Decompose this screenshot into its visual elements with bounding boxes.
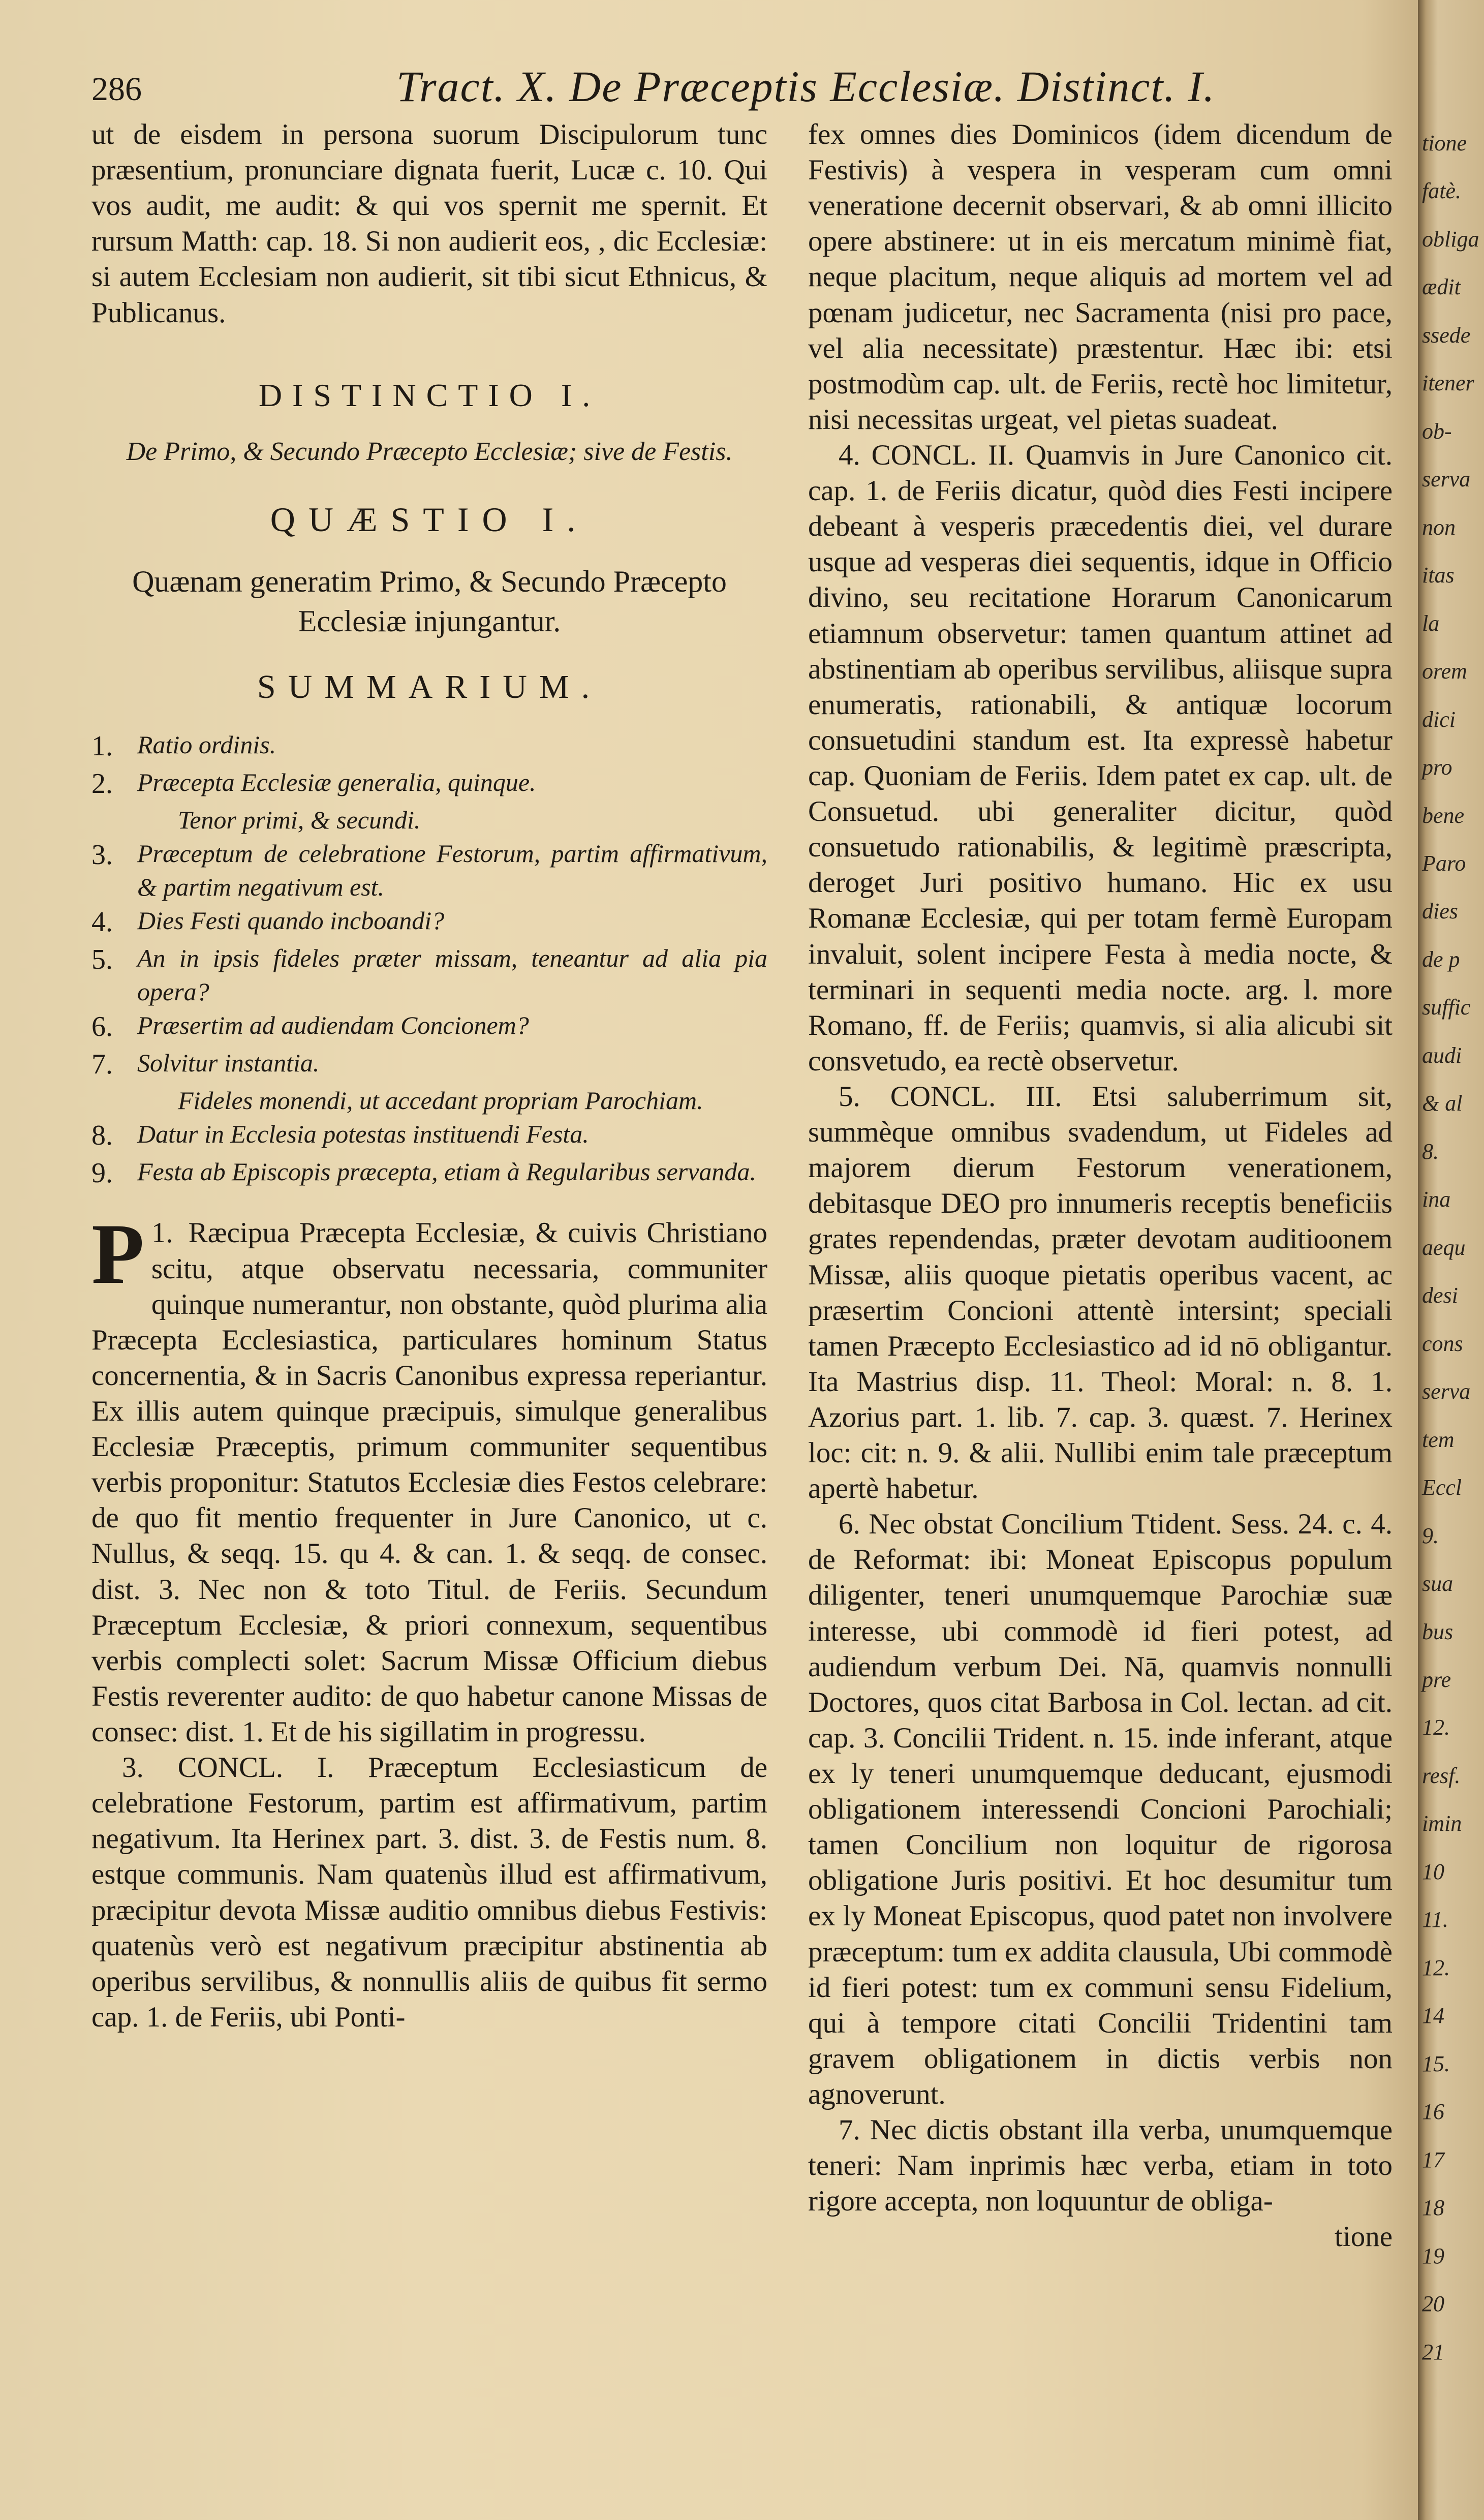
edge-text-fragment: 17 bbox=[1422, 2147, 1444, 2172]
edge-text-fragment: desi bbox=[1422, 1283, 1458, 1308]
paragraph-7: 7. Nec dictis obstant illa verba, unumquemque teneri: Nam inprimis hæc verba, etiam in toto rigore accepta, non loquuntur de obliga- bbox=[808, 2114, 1393, 2218]
edge-text-fragment: 15. bbox=[1422, 2051, 1450, 2076]
edge-text-fragment: la bbox=[1422, 611, 1440, 636]
summary-item: Tenor primi, & secundi. bbox=[178, 805, 421, 834]
edge-text-fragment: fatè. bbox=[1422, 178, 1461, 203]
paragraph-1 bbox=[91, 1206, 767, 1750]
edge-text-fragment: audi bbox=[1422, 1043, 1462, 1068]
paragraph-3: 3. CONCL. I. Præceptum Ecclesiasticum de celebratione Festorum, partim est affirmativum, partim negativum. Ita Herinex part. 3. dist. 3. de Festis num. 8. estque communis. Nam quatenùs illud est affirmativum, præcipitur devota Missæ auditio omnibus diebus Festivis: quatenùs verò est negativum præcipitur abstinentia ab operibus servilibus, & nonnullis aliis de quibus fit sermo cap. 1. de Feriis, ubi Ponti- bbox=[91, 1751, 767, 2033]
continuation-paragraph: fex omnes dies Dominicos (idem dicendum de Festivis) à vespera in vesperam cum omni veneratione decernit observari, & ab omni illicito opere abstinere: ut in eis mercatum minimè fiat, neque placitum, neque aliquis ad mortem vel ad pœnam judicetur, nec Sacramenta (nisi pro pace, vel alia necessitate) præstentur. Hæc ibi: etsi postmodùm cap. ult. de Feriis, rectè hoc limitetur, nisi necessitas urgeat, vel pietas suadeat. bbox=[808, 118, 1393, 436]
page-header bbox=[91, 61, 1398, 117]
edge-text-fragment: 20 bbox=[1422, 2291, 1444, 2316]
edge-text-fragment: ob- bbox=[1422, 419, 1452, 444]
summary-item: 7. Solvitur instantia. bbox=[91, 1048, 320, 1080]
edge-text-fragment: pro bbox=[1422, 755, 1452, 780]
edge-text-fragment: bene bbox=[1422, 803, 1465, 828]
summary-item: 9. Festa ab Episcopis præcepta, etiam à Regularibus servanda. bbox=[91, 1157, 756, 1189]
edge-text-fragment: 16 bbox=[1422, 2099, 1444, 2124]
edge-text-fragment: resf. bbox=[1422, 1763, 1461, 1788]
edge-text-fragment: non bbox=[1422, 515, 1456, 540]
edge-text-fragment: ædit bbox=[1422, 274, 1461, 299]
edge-text-fragment: 12. bbox=[1422, 1955, 1450, 1980]
edge-text-fragment: serva bbox=[1422, 1379, 1471, 1404]
edge-text-fragment: ssede bbox=[1422, 323, 1471, 348]
edge-text-fragment: & al bbox=[1422, 1091, 1463, 1116]
summary-item: Fideles monendi, ut accedant propriam Parochiam. bbox=[178, 1086, 703, 1115]
edge-text-fragment: 19 bbox=[1422, 2244, 1444, 2268]
summary-item: 3. Præceptum de celebratione Festorum, partim affirmativum, & partim negativum est. bbox=[91, 839, 767, 901]
paragraph-1-text: Ræcipua Præcepta Ecclesiæ, & cuivis Christiano scitu, atque observatu necessaria, communiter quinque numerantur, non obstante, quòd plurima alia Præcepta Ecclesiastica, particulares hominum Status concernentia, & in Sacris Canonibus expressa reperiantur. Ex illis autem quinque præcipuis, simulque generalibus Ecclesiæ Præceptis, primum communiter sequentibus verbis proponitur: Statutos Ecclesiæ dies Festos celebrare: de quo fit mentio frequenter in Jure Canonico, ut c. Nullus, & seqq. 15. qu 4. & can. 1. & seqq. de consec. dist. 3. Nec non & toto Titul. de Feriis. Secundum Præceptum Ecclesiæ, & priori connexum, sequentibus verbis complecti solet: Sacrum Missæ Officium diebus Festis reverenter audito: de quo habetur canone Missas de consec: dist. 1. Et de his sigillatim in progressu. bbox=[91, 1217, 767, 1748]
edge-text-fragment: pre bbox=[1422, 1667, 1451, 1692]
edge-text-fragment: obliga bbox=[1422, 227, 1479, 252]
quaestio-heading: QUÆSTIO I. bbox=[270, 500, 589, 539]
edge-text-fragment: de p bbox=[1422, 947, 1460, 972]
edge-text-fragment: Eccl bbox=[1422, 1475, 1462, 1500]
page-number: 286 bbox=[91, 71, 142, 108]
edge-text-fragment: tione bbox=[1422, 131, 1467, 156]
summary-item: 8. Datur in Ecclesia potestas instituendi Festa. bbox=[91, 1119, 589, 1151]
drop-capital: P bbox=[91, 1206, 144, 1302]
paragraph-4: 4. CONCL. II. Quamvis in Jure Canonico cit. cap. 1. de Feriis dicatur, quòd dies Festi incipere debeant à vesperis præcedentis diei, vel durare usque ad vesperas diei sequentis, idque in Officio divino, seu recitatione Horarum Canonicarum etiamnum observetur: tamen quantum attinet ad abstinentiam ab operibus servilibus, aliisque supra enumeratis, rationabili, & antiquæ locorum consuetudini standum est. Ita expressè habetur cap. Quoniam de Feriis. Idem patet ex cap. ult. de Consuetud. ubi generaliter dicitur, quòd consuetudo rationabilis, & legitimè præscripta, deroget Juri positivo humano. Hic ex usu Romanæ Ecclesiæ, qui per totam fermè Europam invaluit, solent incipere Festa à media nocte, & terminari in sequenti media nocte. arg. l. more Romano, ff. de Feriis; quamvis, si alia alicubi sit consvetudo, ea rectè observetur. bbox=[808, 439, 1393, 1077]
summary-item: 4. Dies Festi quando incboandi? bbox=[91, 906, 445, 938]
edge-text-fragment: dies bbox=[1422, 899, 1458, 924]
edge-text-fragment: 18 bbox=[1422, 2195, 1444, 2220]
edge-text-fragment: ina bbox=[1422, 1187, 1451, 1212]
paragraph-number: 1. bbox=[151, 1217, 173, 1249]
left-column bbox=[91, 117, 767, 2035]
quaestio-title: Quænam generatim Primo, & Secundo Præcepto Ecclesiæ injungantur. bbox=[132, 564, 727, 638]
summary-item: 2. Præcepta Ecclesiæ generalia, quinque. bbox=[91, 768, 536, 800]
summary-item: 6. Præsertim ad audiendam Concionem? bbox=[91, 1010, 529, 1042]
paragraph-5: 5. CONCL. III. Etsi saluberrimum sit, summèque omnibus svadendum, ut Fideles ad majorem dierum Festorum venerationem, debitasque DEO pro innumeris receptis beneficiis grates rependendas, præter devotam auditioonem Missæ, aliis quoque pietatis operibus vacent, ac præsertim Concioni attentè intersint; speciali tamen Præcepto Ecclesiastico ad id nō obligantur. Ita Mastrius disp. 11. Theol: Moral: n. 8. 1. Azorius part. 1. lib. 7. cap. 3. quæst. 7. Herinex loc: cit: n. 9. & alii. Nullibi enim tale præceptum apertè habetur. bbox=[808, 1080, 1393, 1505]
summarium-heading: SUMMARIUM. bbox=[257, 668, 602, 705]
edge-text-fragment: 8. bbox=[1422, 1139, 1439, 1164]
edge-text-fragment: orem bbox=[1422, 659, 1467, 684]
edge-text-fragment: suffic bbox=[1422, 995, 1471, 1020]
edge-text-fragment: aequ bbox=[1422, 1235, 1466, 1260]
edge-text-fragment: 9. bbox=[1422, 1523, 1439, 1548]
edge-text-fragment: 11. bbox=[1422, 1907, 1448, 1932]
edge-text-fragment: imin bbox=[1422, 1811, 1462, 1836]
distinctio-heading: DISTINCTIO I. bbox=[258, 377, 601, 413]
edge-text-fragment: itener bbox=[1422, 371, 1474, 395]
summary-item: 5. An in ipsis fideles præter missam, teneantur ad alia pia opera? bbox=[91, 943, 767, 1006]
edge-text-fragment: Paro bbox=[1422, 851, 1466, 876]
edge-text-fragment: 10 bbox=[1422, 1859, 1444, 1884]
paragraph-6: 6. Nec obstat Concilium Ttident. Sess. 24. c. 4. de Reformat: ibi: Moneat Episcopus populum diligenter, teneri unumquemque Parochiæ suæ interesse, ubi commodè id fieri potest, ad audiendum verbum Dei. Nā, quamvis nonnulli Doctores, quos citat Barbosa in Col. lectan. ad cit. cap. 3. Concilii Trident. n. 15. inde inferant, atque ex ly teneri unumquemque deducant, ejusmodi obligationem interessendi Concioni Parochiali; tamen Concilium non loquitur de rigorosa obligatione Juris positivi. Et hoc desumitur tum ex ly Moneat Episcopus, quod patet non involvere præceptum: tum ex addita clausula, Ubi commodè id fieri potest: tum ex communi sensu Fidelium, qui à tempore citati Concilii Tridentini tam gravem obligationem in dictis verbis non agnoverunt. bbox=[808, 1508, 1393, 2111]
running-head: Tract. X. De Præceptis Ecclesiæ. Distinct. I. bbox=[396, 62, 1216, 111]
intro-paragraph: ut de eisdem in persona suorum Discipulorum tunc præsentium, pronunciare dignata fuerit, Lucæ c. 10. Qui vos audit, me audit: & qui vos spernit me spernit. Et rursum Matth: cap. 18. Si non audierit eos, , dic Ecclesiæ: si autem Ecclesiam non audierit, sit tibi sicut Ethnicus, & Publicanus. bbox=[91, 118, 767, 329]
edge-text-fragment: 21 bbox=[1422, 2340, 1444, 2364]
edge-text-fragment: itas bbox=[1422, 563, 1455, 588]
summary-item: 1. Ratio ordinis. bbox=[91, 730, 276, 762]
edge-text-fragment: cons bbox=[1422, 1331, 1463, 1356]
edge-text-fragment: dici bbox=[1422, 707, 1456, 732]
edge-text-fragment: 14 bbox=[1422, 2003, 1444, 2028]
catchword: tione bbox=[1335, 2221, 1393, 2253]
edge-text-fragment: 12. bbox=[1422, 1715, 1450, 1740]
distinctio-subtitle: De Primo, & Secundo Præcepto Ecclesiæ; sive de Festis. bbox=[126, 437, 733, 467]
edge-text-fragment: serva bbox=[1422, 467, 1471, 491]
next-page-edge bbox=[1418, 0, 1484, 2520]
right-column bbox=[808, 117, 1393, 2255]
summary-list bbox=[91, 728, 767, 1192]
edge-text-fragment: sua bbox=[1422, 1571, 1454, 1596]
edge-text-fragment: tem bbox=[1422, 1427, 1455, 1452]
edge-text-fragment: bus bbox=[1422, 1619, 1454, 1644]
